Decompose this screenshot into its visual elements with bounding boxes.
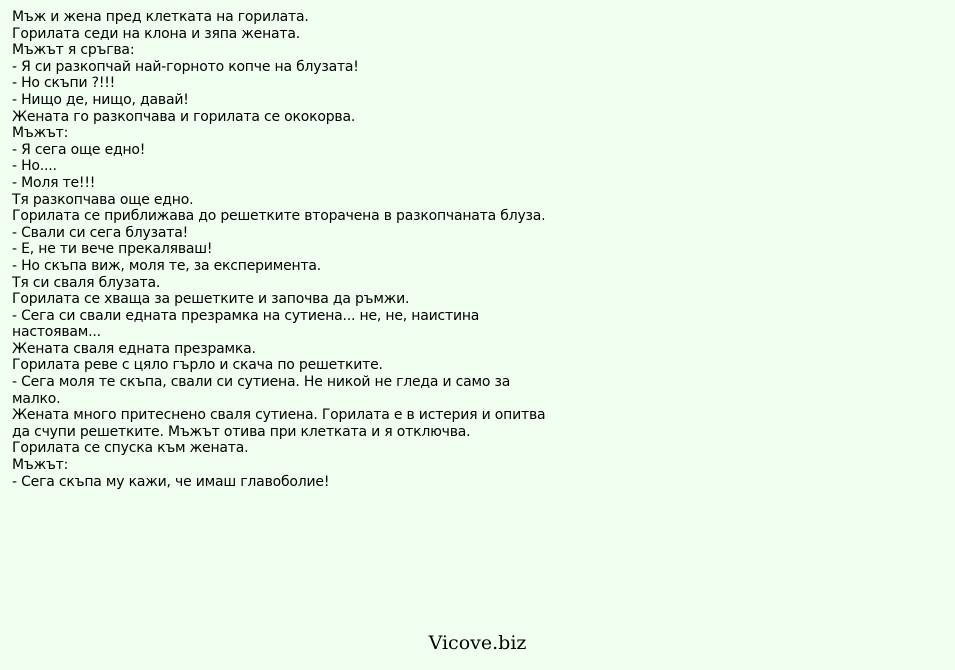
joke-line: Тя си сваля блузата. (12, 274, 161, 291)
joke-line: Мъжът я сръгва: (12, 42, 135, 59)
joke-text (12, 9, 557, 490)
joke-line: - Нищо де, нищо, давай! (12, 91, 189, 108)
joke-line: Мъжът: (12, 125, 69, 142)
joke-line: - Я си разкопчай най-горното копче на блузата! (12, 58, 359, 75)
joke-line: - Я сега още едно! (12, 141, 146, 158)
joke-line: - Но скъпа виж, моля те, за експеримента. (12, 257, 322, 274)
site-name: Vicove.biz (428, 632, 527, 654)
joke-line: - Моля те!!! (12, 174, 96, 191)
joke-line: Тя разкопчава още едно. (12, 191, 194, 208)
joke-line: - Сега моля те скъпа, свали си сутиена. Не никой не гледа и само за малко. (12, 374, 511, 407)
joke-line: Горилата се спуска към жената. (12, 440, 249, 457)
joke-line: Горилата седи на клона и зяпа жената. (12, 25, 301, 42)
joke-line: - Сега си свали едната презрамка на сутиена... не, не, наистина настоявам... (12, 307, 480, 341)
joke-line: - Е, не ти вече прекаляваш! (12, 241, 213, 258)
joke-line: - Свали си сега блузата! (12, 224, 188, 241)
joke-line: Жената много притеснено сваля сутиена. Горилата е в истерия и опитва да счупи решетките. Мъжът отива при клетката и я отключва. (12, 407, 546, 440)
joke-line: Горилата реве с цяло гърло и скача по решетките. (12, 357, 383, 374)
joke-line: Мъжът: (12, 457, 69, 474)
joke-line: Горилата се хваща за решетките и започва да ръмжи. (12, 291, 410, 308)
joke-line: - Но скъпи ?!!! (12, 75, 116, 92)
joke-line: Горилата се приближава до решетките вторачена в разкопчаната блуза. (12, 208, 546, 225)
joke-line: Жената го разкопчава и горилата се ококорва. (12, 108, 356, 125)
joke-line: Жената сваля едната презрамка. (12, 340, 256, 357)
joke-line: Мъж и жена пред клетката на горилата. (12, 9, 309, 25)
joke-line: - Но.... (12, 158, 57, 175)
site-footer (0, 632, 955, 654)
joke-line: - Сега скъпа му кажи, че имаш главоболие! (12, 473, 330, 490)
